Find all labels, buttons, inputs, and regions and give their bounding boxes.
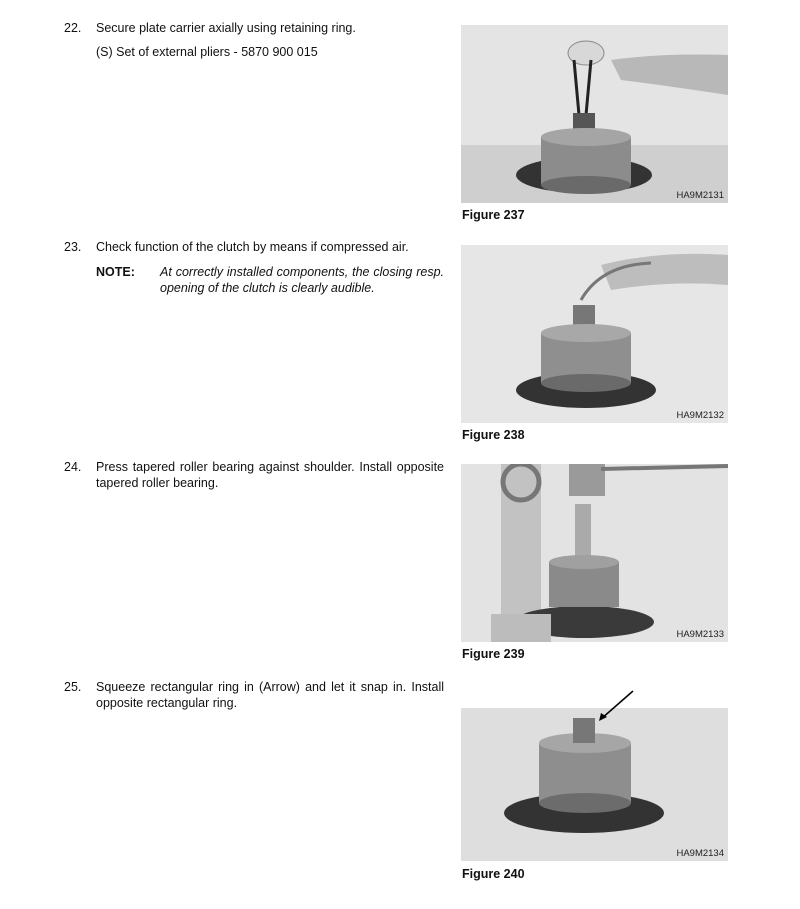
figure-237-image xyxy=(461,25,728,203)
step-text: Check function of the clutch by means if compressed air. xyxy=(96,240,409,254)
figure-caption: Figure 240 xyxy=(462,867,525,881)
step-text: Press tapered roller bearing against shoulder. Install opposite tapered roller bearing. xyxy=(96,460,444,490)
figure-caption: Figure 239 xyxy=(462,647,525,661)
figure-code: HA9M2132 xyxy=(676,410,724,421)
note-text: At correctly installed components, the closing resp. opening of the clutch is clearly audible. xyxy=(160,265,444,295)
step-number: 23. xyxy=(64,240,82,254)
figure-caption: Figure 238 xyxy=(462,428,525,442)
step-number: 25. xyxy=(64,680,82,694)
step-text: Squeeze rectangular ring in (Arrow) and let it snap in. Install opposite rectangular ring. xyxy=(96,680,444,710)
figure-239-image xyxy=(461,464,728,642)
step-subtext: (S) Set of external pliers - 5870 900 015 xyxy=(96,45,318,59)
figure-240-image xyxy=(461,683,728,861)
figure-238-image xyxy=(461,245,728,423)
figure-code: HA9M2133 xyxy=(676,629,724,640)
note xyxy=(96,264,444,298)
figure-code: HA9M2134 xyxy=(676,848,724,859)
step-number: 24. xyxy=(64,460,82,474)
figure-code: HA9M2131 xyxy=(676,190,724,201)
figure-caption: Figure 237 xyxy=(462,208,525,222)
step-text: Secure plate carrier axially using retaining ring. xyxy=(96,21,356,35)
note-label: NOTE: xyxy=(96,265,135,279)
step-number: 22. xyxy=(64,21,82,35)
